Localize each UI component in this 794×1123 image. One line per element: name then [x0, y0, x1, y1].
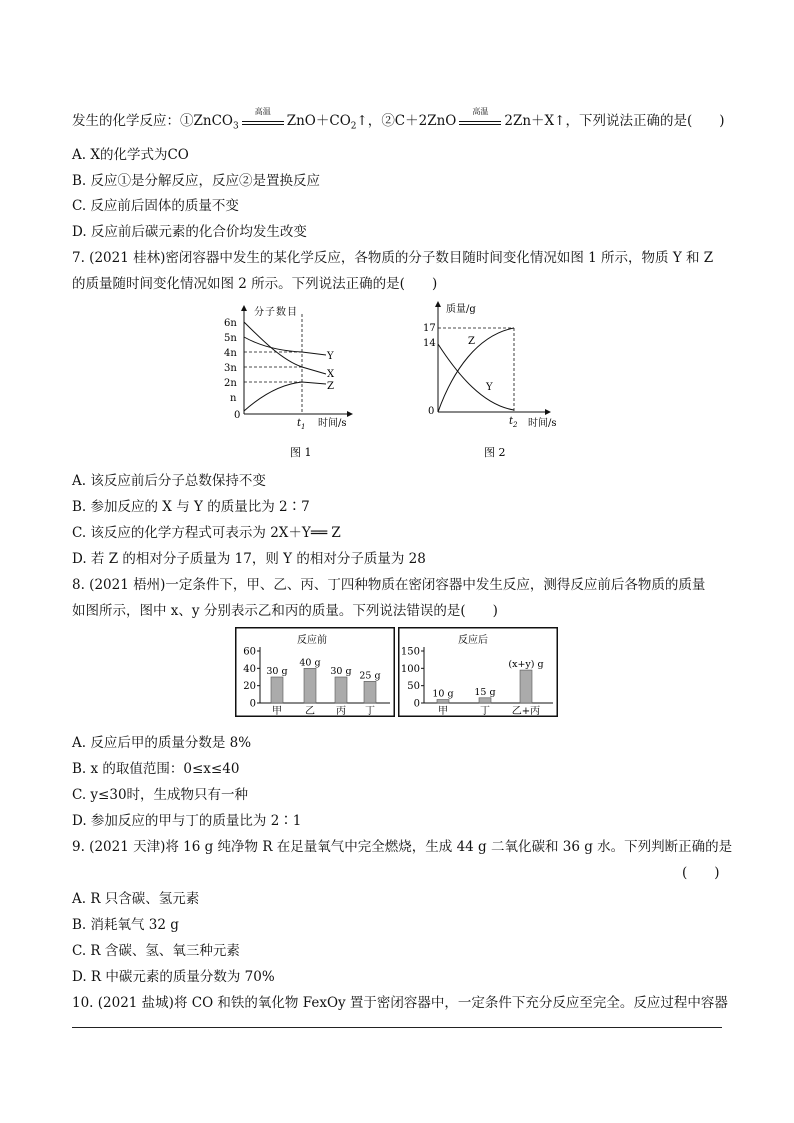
fig2-ytick-0: 0 [428, 406, 435, 417]
y-tick-label: 40 [243, 663, 256, 675]
bar-data-label: 25 g [359, 670, 381, 682]
bar [437, 700, 449, 703]
bar [364, 681, 376, 703]
fig1-ylabel: 分子数目 [254, 307, 298, 318]
q9-stem-line1: 9. (2021 天津)将 16 g 纯净物 R 在足量氧气中完全燃烧，生成 44 g 二氧化碳和 36 g 水。下列判断正确的是 [72, 839, 733, 855]
q6-stem [72, 106, 725, 132]
fig1-ytick-2n: 2n [224, 378, 237, 389]
bar [520, 670, 532, 703]
reaction1-sub2: 2 [350, 121, 357, 132]
bar-before-title: 反应前 [297, 635, 327, 646]
reaction2-condition-arrow [458, 106, 502, 129]
category-label: 甲 [272, 706, 282, 717]
reaction2-left: ②C＋2ZnO [381, 113, 457, 129]
fig1-ytick-6n: 6n [224, 318, 237, 329]
y-tick-label: 20 [243, 681, 256, 693]
q9-option-d: D. R 中碳元素的质量分数为 70% [72, 969, 275, 985]
category-label: 丙 [336, 706, 346, 717]
q7-option-b: B. 参加反应的 X 与 Y 的质量比为 2∶7 [72, 499, 310, 515]
bar-data-label: 30 g [330, 666, 352, 677]
q10-stem-line1: 10. (2021 盐城)将 CO 和铁的氧化物 FexOy 置于密闭容器中，一定条件下充分反应至完全。反应过程中容器 [72, 995, 728, 1011]
bar-data-label: 30 g [266, 666, 288, 677]
fig2-ytick-14: 14 [423, 338, 436, 349]
q9-option-a: A. R 只含碳、氢元素 [72, 891, 200, 907]
reaction1-sub: 3 [232, 121, 239, 132]
fig1-ytick-5n: 5n [224, 333, 237, 344]
bar [304, 668, 316, 703]
q8-option-d: D. 参加反应的甲与丁的质量比为 2∶1 [72, 813, 302, 829]
fig2-label-y: Y [486, 382, 493, 393]
q6-option-a: A. X的化学式为CO [72, 147, 189, 163]
fig2-ylabel: 质量/g [446, 304, 476, 315]
q7-figure-1 [222, 300, 372, 460]
category-label: 乙 [305, 706, 315, 717]
reaction1-condition-arrow [241, 106, 285, 129]
svg-text:t2 [509, 416, 518, 429]
q6-option-b: B. 反应①是分解反应，反应②是置换反应 [72, 173, 321, 189]
bar [479, 698, 491, 703]
fig1-label-x: X [327, 369, 335, 380]
bar-chart-before [235, 627, 395, 717]
q9-answer-paren: ( ) [682, 865, 720, 881]
fig1-label-y: Y [327, 351, 334, 362]
page-bottom-rule [72, 1027, 722, 1028]
reaction2-right: 2Zn＋X↑，下列说法正确的是( ) [504, 113, 725, 129]
svg-text:t1 [297, 418, 306, 431]
q8-stem-line1: 8. (2021 梧州)一定条件下，甲、乙、丙、丁四种物质在密闭容器中发生反应，测得反应前后各物质的质量 [72, 577, 706, 593]
y-tick-label: 50 [407, 681, 420, 693]
fig1-label-z: Z [327, 381, 334, 392]
fig2-t-sub: 2 [513, 421, 518, 429]
fig1-ytick-n: n [230, 393, 237, 404]
reaction1-cond: 高温 [254, 106, 271, 116]
q7-option-d: D. 若 Z 的相对分子质量为 17，则 Y 的相对分子质量为 28 [72, 551, 426, 567]
bar-chart-after [398, 627, 558, 717]
fig1-ytick-0: 0 [234, 410, 241, 421]
fig2-ytick-17: 17 [423, 323, 436, 334]
y-tick-label: 0 [413, 698, 420, 710]
reaction2-cond: 高温 [472, 106, 489, 116]
fig1-ytick-4n: 4n [224, 348, 237, 359]
bar-data-label: 10 g [432, 688, 454, 700]
y-tick-label: 150 [400, 646, 420, 658]
fig1-t-label: t [297, 418, 302, 429]
fig2-caption: 图 2 [484, 446, 506, 459]
q9-option-b: B. 消耗氧气 32 g [72, 917, 179, 933]
fig1-curve-z [244, 382, 326, 411]
fig1-ytick-3n: 3n [224, 363, 237, 374]
q8-option-c: C. y≤30时，生成物只有一种 [72, 787, 249, 803]
fig1-xlabel: 时间/s [318, 418, 347, 429]
q7-figure-2 [418, 300, 568, 460]
category-label: 甲 [438, 706, 448, 717]
reaction1-up: ↑， [356, 113, 382, 129]
bar-data-label: 15 g [474, 686, 496, 698]
q9-option-c: C. R 含碳、氢、氧三种元素 [72, 943, 240, 959]
fig2-curve-y [438, 344, 514, 410]
fig2-curve-z [438, 328, 514, 412]
y-tick-label: 100 [400, 663, 420, 675]
bar-data-label: 40 g [299, 657, 321, 669]
category-label: 丁 [365, 706, 375, 717]
bar-data-label: (x+y) g [508, 659, 544, 671]
bar-after-title: 反应后 [458, 635, 488, 646]
category-label: 丁 [480, 706, 490, 717]
bar [335, 677, 347, 703]
q8-option-a: A. 反应后甲的质量分数是 8% [72, 735, 252, 751]
fig1-t-sub: 1 [301, 423, 306, 431]
reaction1-right: ZnO＋CO [286, 113, 351, 129]
fig1-curve-x [244, 322, 326, 374]
fig2-xlabel: 时间/s [528, 418, 557, 429]
fig2-t-label: t [509, 416, 514, 427]
y-tick-label: 0 [249, 698, 256, 710]
q6-option-c: C. 反应前后固体的质量不变 [72, 198, 239, 214]
q8-stem-line2: 如图所示，图中 x、y 分别表示乙和丙的质量。下列说法错误的是( ) [72, 603, 498, 619]
q8-option-b: B. x 的取值范围：0≤x≤40 [72, 761, 240, 777]
reaction1-left: ①ZnCO [180, 113, 233, 129]
category-label: 乙+丙 [511, 706, 541, 717]
q6-stem-prefix: 发生的化学反应： [72, 113, 180, 129]
q6-option-d: D. 反应前后碳元素的化合价均发生改变 [72, 224, 307, 240]
q7-stem-line2: 的质量随时间变化情况如图 2 所示。下列说法正确的是( ) [72, 276, 438, 292]
bar [271, 677, 283, 703]
fig2-label-z: Z [468, 336, 475, 347]
q7-stem-line1: 7. (2021 桂林)密闭容器中发生的某化学反应，各物质的分子数目随时间变化情况如图 1 所示，物质 Y 和 Z [72, 250, 714, 266]
fig1-caption: 图 1 [290, 446, 312, 459]
q7-option-c: C. 该反应的化学方程式可表示为 2X＋Y══ Z [72, 525, 341, 541]
y-tick-label: 60 [243, 646, 256, 658]
q7-option-a: A. 该反应前后分子总数保持不变 [72, 473, 266, 489]
